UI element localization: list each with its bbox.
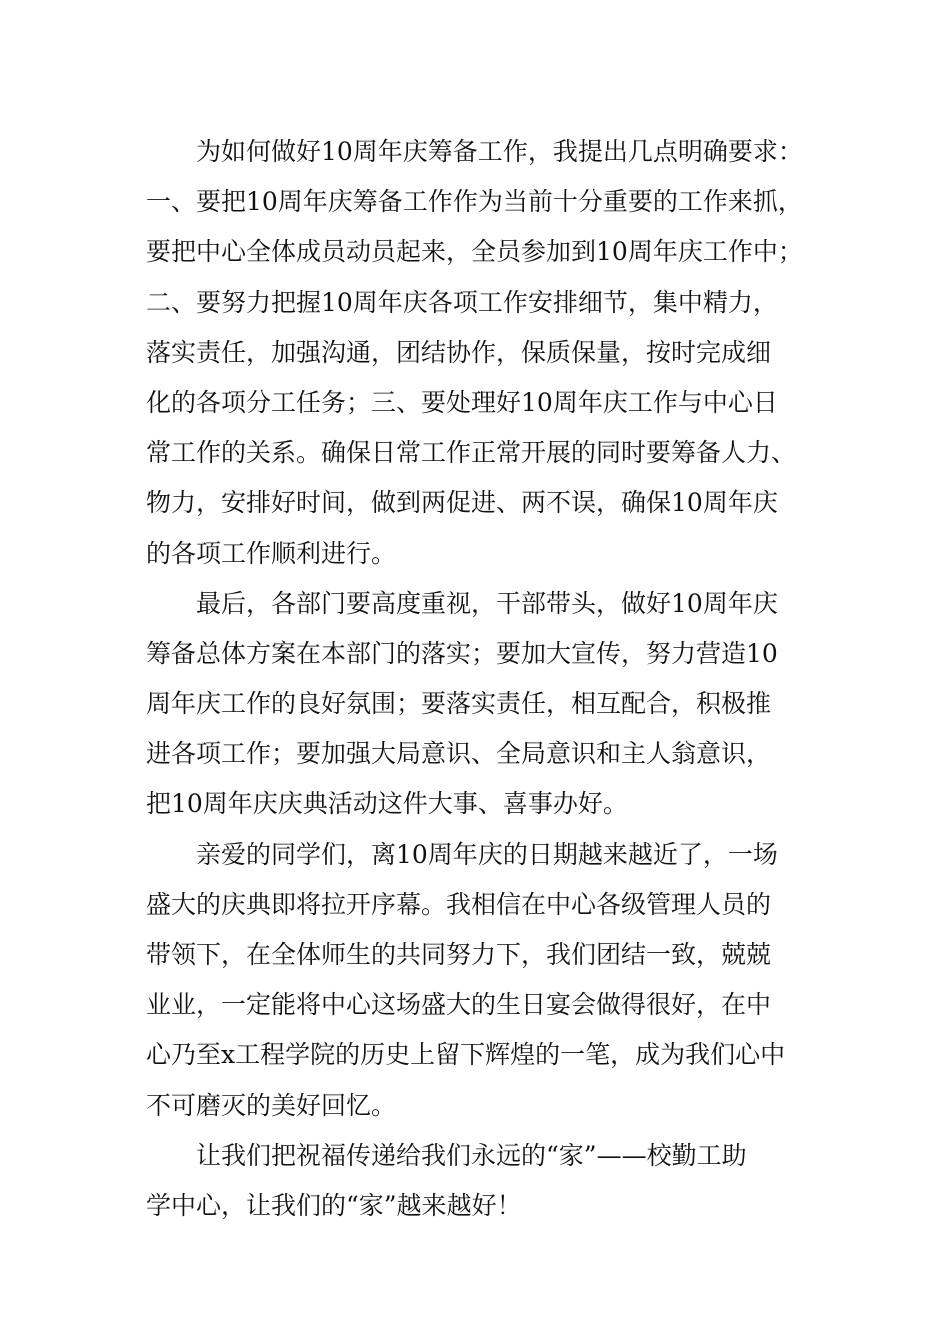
text-line: 二、要努力把握10周年庆各项工作安排细节，集中精力， (146, 287, 778, 317)
text-line: 一、要把10周年庆筹备工作作为当前十分重要的工作来抓， (146, 187, 803, 217)
document-body (146, 127, 826, 1231)
text-line: 最后，各部门要高度重视，干部带头，做好10周年庆 (196, 588, 778, 618)
text-line: 把10周年庆庆典活动这件大事、喜事办好。 (146, 789, 628, 819)
text-line: 筹备总体方案在本部门的落实；要加大宣传，努力营造10 (146, 638, 778, 668)
text-line: 常工作的关系。确保日常工作正常开展的同时要筹备人力、 (146, 438, 797, 468)
text-line: 化的各项分工任务；三、要处理好10周年庆工作与中心日 (146, 387, 778, 417)
text-line: 带领下，在全体师生的共同努力下，我们团结一致，兢兢 (146, 940, 772, 969)
text-line: 不可磨灭的美好回忆。 (146, 1090, 397, 1120)
text-line: 亲爱的同学们，离10周年庆的日期越来越近了，一场 (196, 839, 778, 869)
text-line: 进各项工作；要加强大局意识、全局意识和主人翁意识， (146, 739, 772, 769)
text-line: 为如何做好10周年庆筹备工作，我提出几点明确要求： (196, 137, 803, 166)
text-line: 盛大的庆典即将拉开序幕。我相信在中心各级管理人员的 (146, 889, 772, 919)
text-line: 业业，一定能将中心这场盛大的生日宴会做得很好，在中 (146, 990, 772, 1020)
text-line: 要把中心全体成员动员起来，全员参加到10周年庆工作中； (146, 237, 803, 267)
text-line: 学中心，让我们的“家”越来越好！ (146, 1190, 522, 1220)
text-line: 物力，安排好时间，做到两促进、两不误，确保10周年庆 (146, 488, 778, 518)
text-line: 落实责任，加强沟通，团结协作，保质保量，按时完成细 (146, 337, 772, 367)
text-line: 让我们把祝福传递给我们永远的“家”——校勤工助 (196, 1140, 747, 1170)
text-line: 心乃至x工程学院的历史上留下辉煌的一笔，成为我们心中 (146, 1040, 786, 1070)
text-line: 周年庆工作的良好氛围；要落实责任，相互配合，积极推 (146, 689, 772, 719)
text-line: 的各项工作顺利进行。 (146, 538, 397, 568)
